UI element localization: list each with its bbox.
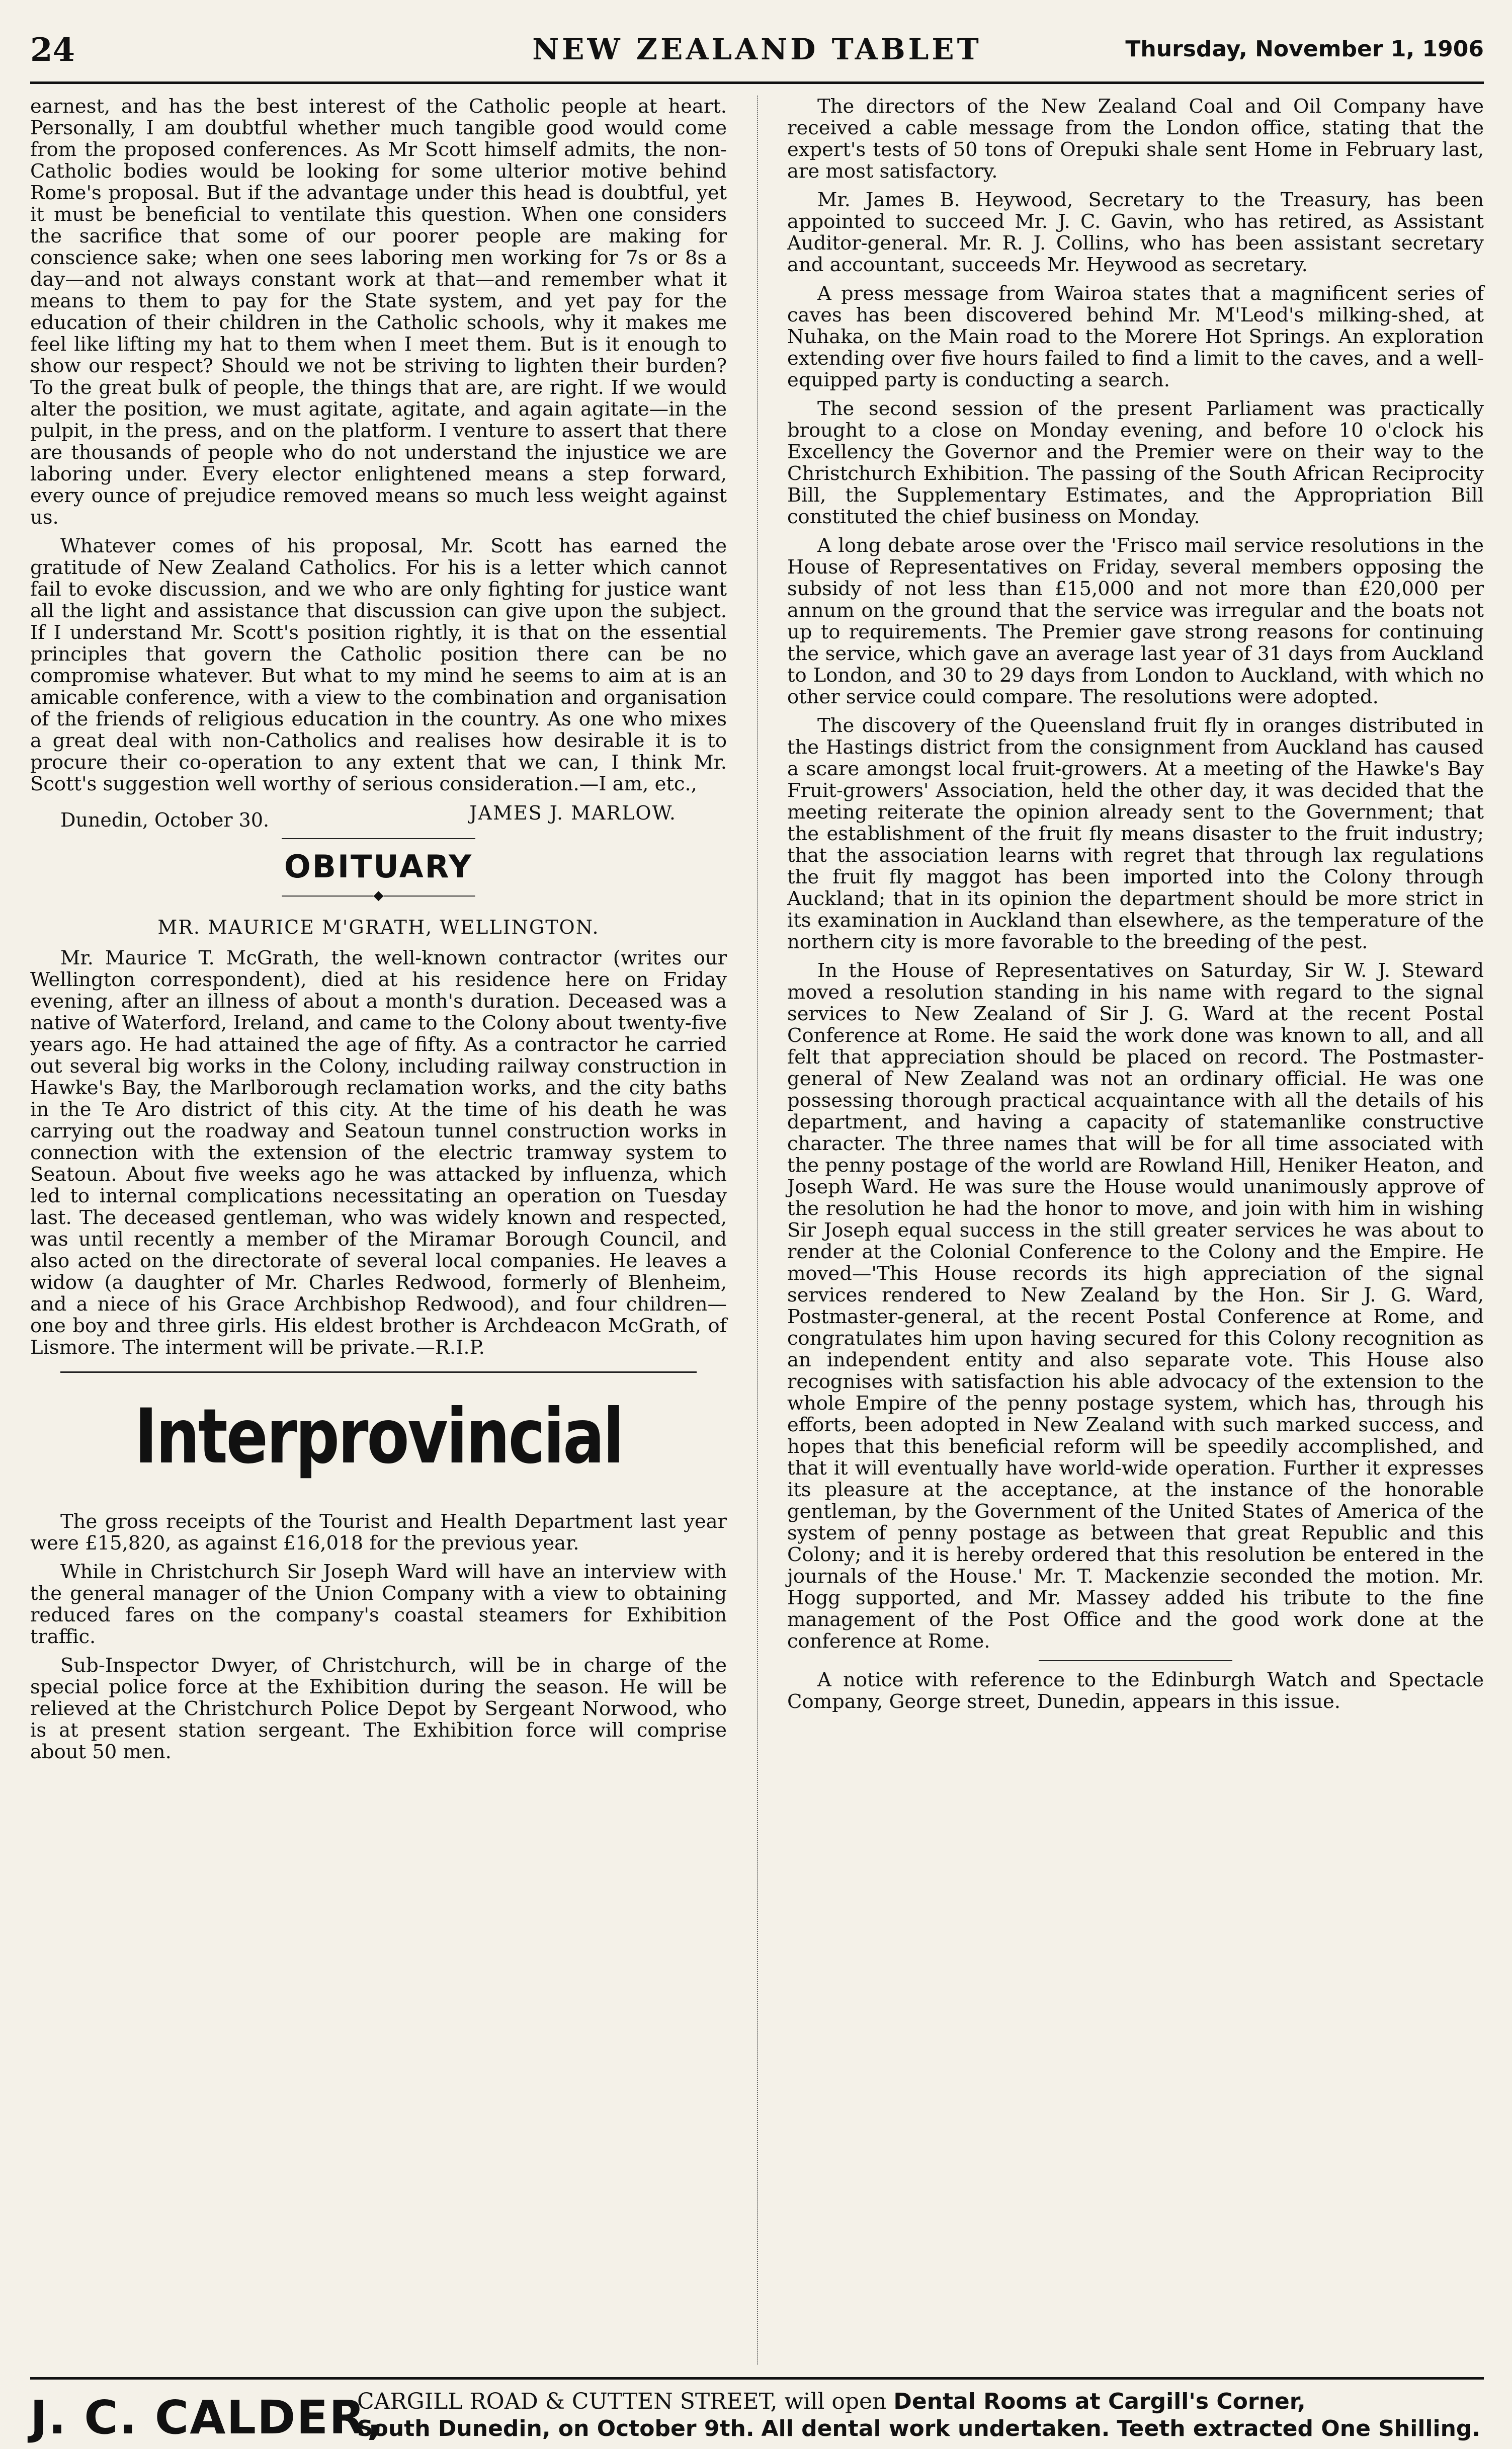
letter-signature: JAMES J. MARLOW. xyxy=(469,802,677,824)
advertiser-name: J. C. CALDER, xyxy=(30,2391,385,2444)
news-paragraph: In the House of Representatives on Saturday, Sir W. J. Steward moved a resolution standing in his name with regard to the signal services to New Zealand of Sir J. G. Ward at the recent Postal Conference at Rome. He said the work done was known to all, and all felt that appreciation should be placed on record. The Postmaster-general of New Zealand was not an ordinary official. He was one possessing thorough practical acquaintance with all the details of his department, and having a capacity of statemanlike constructive character. The three names that will be for all time associated with the penny postage of the world are Rowland Hill, Heniker Heaton, and Joseph Ward. He was sure the House would unanimously approve of the resolution he had the honor to move, and join with him in wishing Sir Joseph equal success in the still greater services he was about to render at the Colonial Conference to the Colony and the Empire. He moved—'This House records its high appreciation of the signal services rendered to New Zealand by the Hon. Sir J. G. Ward, Postmaster-general, at the recent Postal Conference at Rome, and congratulates him upon having secured for this Colony recognition as an independent entity and also separate vote. This House also recognises with satisfaction his able advocacy of the extension to the whole Empire of the penny postage system, which has, through his efforts, been adopted in New Zealand with such marked success, and hopes that this beneficial reform will be speedily accomplished, and that it will eventually have world-wide operation. Further it expresses its pleasure at the acceptance, at the instance of the honorable gentleman, by the Government of the United States of America of the system of penny postage as between that great Republic and this Colony; and it is hereby ordered that this resolution be entered in the journals of the House.' Mr. T. Mackenzie seconded the motion. Mr. Hogg supported, and Mr. Massey added his tribute to the fine management of the Post Office and the good work done at the conference at Rome. xyxy=(787,959,1484,1653)
left-column xyxy=(30,96,727,1770)
interprovincial-paragraph: While in Christchurch Sir Joseph Ward will have an interview with the general manager of the Union Company with a view to obtaining reduced fares on the company's coastal steamers for Exhibition traffic. xyxy=(30,1561,727,1648)
column-divider xyxy=(757,96,759,2364)
advert-line-1 xyxy=(357,2389,1306,2414)
notice-paragraph: A notice with reference to the Edinburgh Watch and Spectacle Company, George street, Dunedin, appears in this issue. xyxy=(787,1669,1484,1713)
news-paragraph: The directors of the New Zealand Coal and Oil Company have received a cable message from the London office, stating that the expert's tests of 50 tons of Orepuki shale sent Home in February last, are most satisfactory. xyxy=(787,95,1484,183)
page-number: 24 xyxy=(30,31,75,69)
advert-address: CARGILL ROAD & CUTTEN STREET, will open xyxy=(357,2389,887,2414)
advert-line-2 xyxy=(357,2416,1480,2441)
letter-place: Dunedin, October 30. xyxy=(60,809,270,831)
interprovincial-paragraph: The gross receipts of the Tourist and Health Department last year were £15,820, as against £16,018 for the previous year. xyxy=(30,1510,727,1555)
news-paragraph: The discovery of the Queensland fruit fly in oranges distributed in the Hastings district from the consignment from Auckland has caused a scare amongst local fruit-growers. At a meeting of the Hawke's Bay Fruit-growers' Association, held the other day, it was decided that the meeting reiterate the opinion already sent to the Government; that the establishment of the fruit fly means disaster to the fruit industry; that the association learns with regret that through lax regulations the fruit fly maggot has been imported into the Colony through Auckland; that in its opinion the department should be more strict in its examination in Auckland than elsewhere, as the temperature of the northern city is more favorable to the breeding of the pest. xyxy=(787,714,1484,953)
letter-paragraph: Whatever comes of his proposal, Mr. Scott has earned the gratitude of New Zealand Catholics. For his is a letter which cannot fail to evoke discussion, and we who are only fighting for justice want all the light and assistance that discussion can give upon the subject. If I understand Mr. Scott's position rightly, it is that on the essential principles that govern the Catholic position there can be no compromise whatever. But what to my mind he seems to aim at is an amicable conference, with a view to the combination and organisation of the friends of religious education in the country. As one who mixes a great deal with non-Catholics and realises how desirable it is to procure their co-operation to any extent that we can, I think Mr. Scott's suggestion well worthy of serious consideration.—I am, etc., xyxy=(30,535,727,795)
news-paragraph: A press message from Wairoa states that a magnificent series of caves has been discovered behind Mr. M'Leod's milking-shed, at Nuhaka, on the Main road to the Morere Hot Springs. An exploration extending over five hours failed to find a limit to the caves, and a well-equipped party is conducting a search. xyxy=(787,282,1484,391)
advert-services: All dental work undertaken. xyxy=(761,2416,1110,2441)
ornament-rule: ―――――――◆――――――― xyxy=(282,888,475,903)
letter-paragraph: earnest, and has the best interest of the Catholic people at heart. Personally, I am doubtful whether much tangible good would come from the proposed conferences. As Mr Scott himself admits, the non-Catholic bodies would be looking for some ulterior motive behind Rome's proposal. But if the advantage under this head is doubtful, yet it must be beneficial to ventilate this question. When one considers the sacrifice that some of our poorer people are making for conscience sake; when one sees laboring men working for 7s or 8s a day—and not always constant work at that—and remember what it means to them to pay for the State system, and yet pay for the education of their children in the Catholic schools, why it makes me feel like lifting my hat to them when I meet them. But is it enough to show our respect? Should we not be striving to lighten their burden? To the great bulk of people, the things that are, are right. If we would alter the position, we must agitate, agitate, and again agitate—in the pulpit, in the press, and on the platform. I venture to assert that there are thousands of people who do not understand the injustice we are laboring under. Every elector enlightened means a step forward, every ounce of prejudice removed means so much less weight against us. xyxy=(30,95,727,529)
obituary-subheading: MR. MAURICE M'GRATH, WELLINGTON. xyxy=(157,916,600,938)
letter-signoff xyxy=(30,802,727,830)
masthead: NEW ZEALAND TABLET xyxy=(532,32,982,66)
obituary-heading: OBITUARY xyxy=(284,848,473,885)
calder-advertisement xyxy=(30,2377,1484,2444)
page-header xyxy=(30,21,1484,84)
obituary-text: Mr. Maurice T. McGrath, the well-known contractor (writes our Wellington correspondent), died at his residence here on Friday evening, after an illness of about a month's duration. Deceased was a native of Waterford, Ireland, and came to the Colony about twenty-five years ago. He had attained the age of fifty. As a contractor he carried out several big works in the Colony, including railway construction in Hawke's Bay, the Marlborough reclamation works, and the city baths in the Te Aro district of this city. At the time of his death he was carrying out the roadway and Seatoun tunnel construction works in connection with the extension of the electric tramway system to Seatoun. About five weeks ago he was attacked by influenza, which led to internal complications necessitating an operation on Tuesday last. The deceased gentleman, who was widely known and respected, was until recently a member of the Miramar Borough Council, and also acted on the directorate of several local companies. He leaves a widow (a daughter of Mr. Charles Redwood, formerly of Blenheim, and a niece of his Grace Archbishop Redwood), and four children—one boy and three girls. His eldest brother is Archdeacon McGrath, of Lismore. The interment will be private.—R.I.P. xyxy=(30,947,727,1359)
right-column xyxy=(787,96,1484,1720)
interprovincial-heading: Interprovincial xyxy=(134,1393,623,1481)
news-paragraph: Mr. James B. Heywood, Secretary to the Treasury, has been appointed to succeed Mr. J. C. Gavin, who has retired, as Assistant Auditor-general. Mr. R. J. Collins, who has been assistant secretary and accountant, succeeds Mr. Heywood as secretary. xyxy=(787,189,1484,276)
divider-rule xyxy=(60,1371,697,1373)
advert-rooms: Dental Rooms at Cargill's Corner, xyxy=(893,2389,1306,2414)
news-paragraph: The second session of the present Parliament was practically brought to a close on Monday evening, and before 10 o'clock his Excellency the Governor and the Premier were on their way to the Christchurch Exhibition. The passing of the South African Reciprocity Bill, the Supplementary Estimates, and the Appropriation Bill constituted the chief business on Monday. xyxy=(787,397,1484,528)
interprovincial-paragraph: Sub-Inspector Dwyer, of Christchurch, will be in charge of the special police force at the Exhibition during the season. He will be relieved at the Christchurch Police Depot by Sergeant Norwood, who is at present station sergeant. The Exhibition force will comprise about 50 men. xyxy=(30,1654,727,1763)
divider-rule xyxy=(282,838,475,839)
advert-opening-date: South Dunedin, on October 9th. xyxy=(357,2416,754,2441)
news-paragraph: A long debate arose over the 'Frisco mail service resolutions in the House of Representatives on Friday, several members opposing the subsidy of not less than £15,000 and not more than £20,000 per annum on the ground that the service was irregular and the boats not up to requirements. The Premier gave strong reasons for continuing the service, which gave an average last year of 31 days from Auckland to London, and 30 to 29 days from London to Auckland, with which no other service could compare. The resolutions were adopted. xyxy=(787,534,1484,708)
advert-price: Teeth extracted One Shilling. xyxy=(1117,2416,1481,2441)
divider-rule xyxy=(1039,1660,1232,1661)
issue-date: Thursday, November 1, 1906 xyxy=(1125,36,1484,62)
